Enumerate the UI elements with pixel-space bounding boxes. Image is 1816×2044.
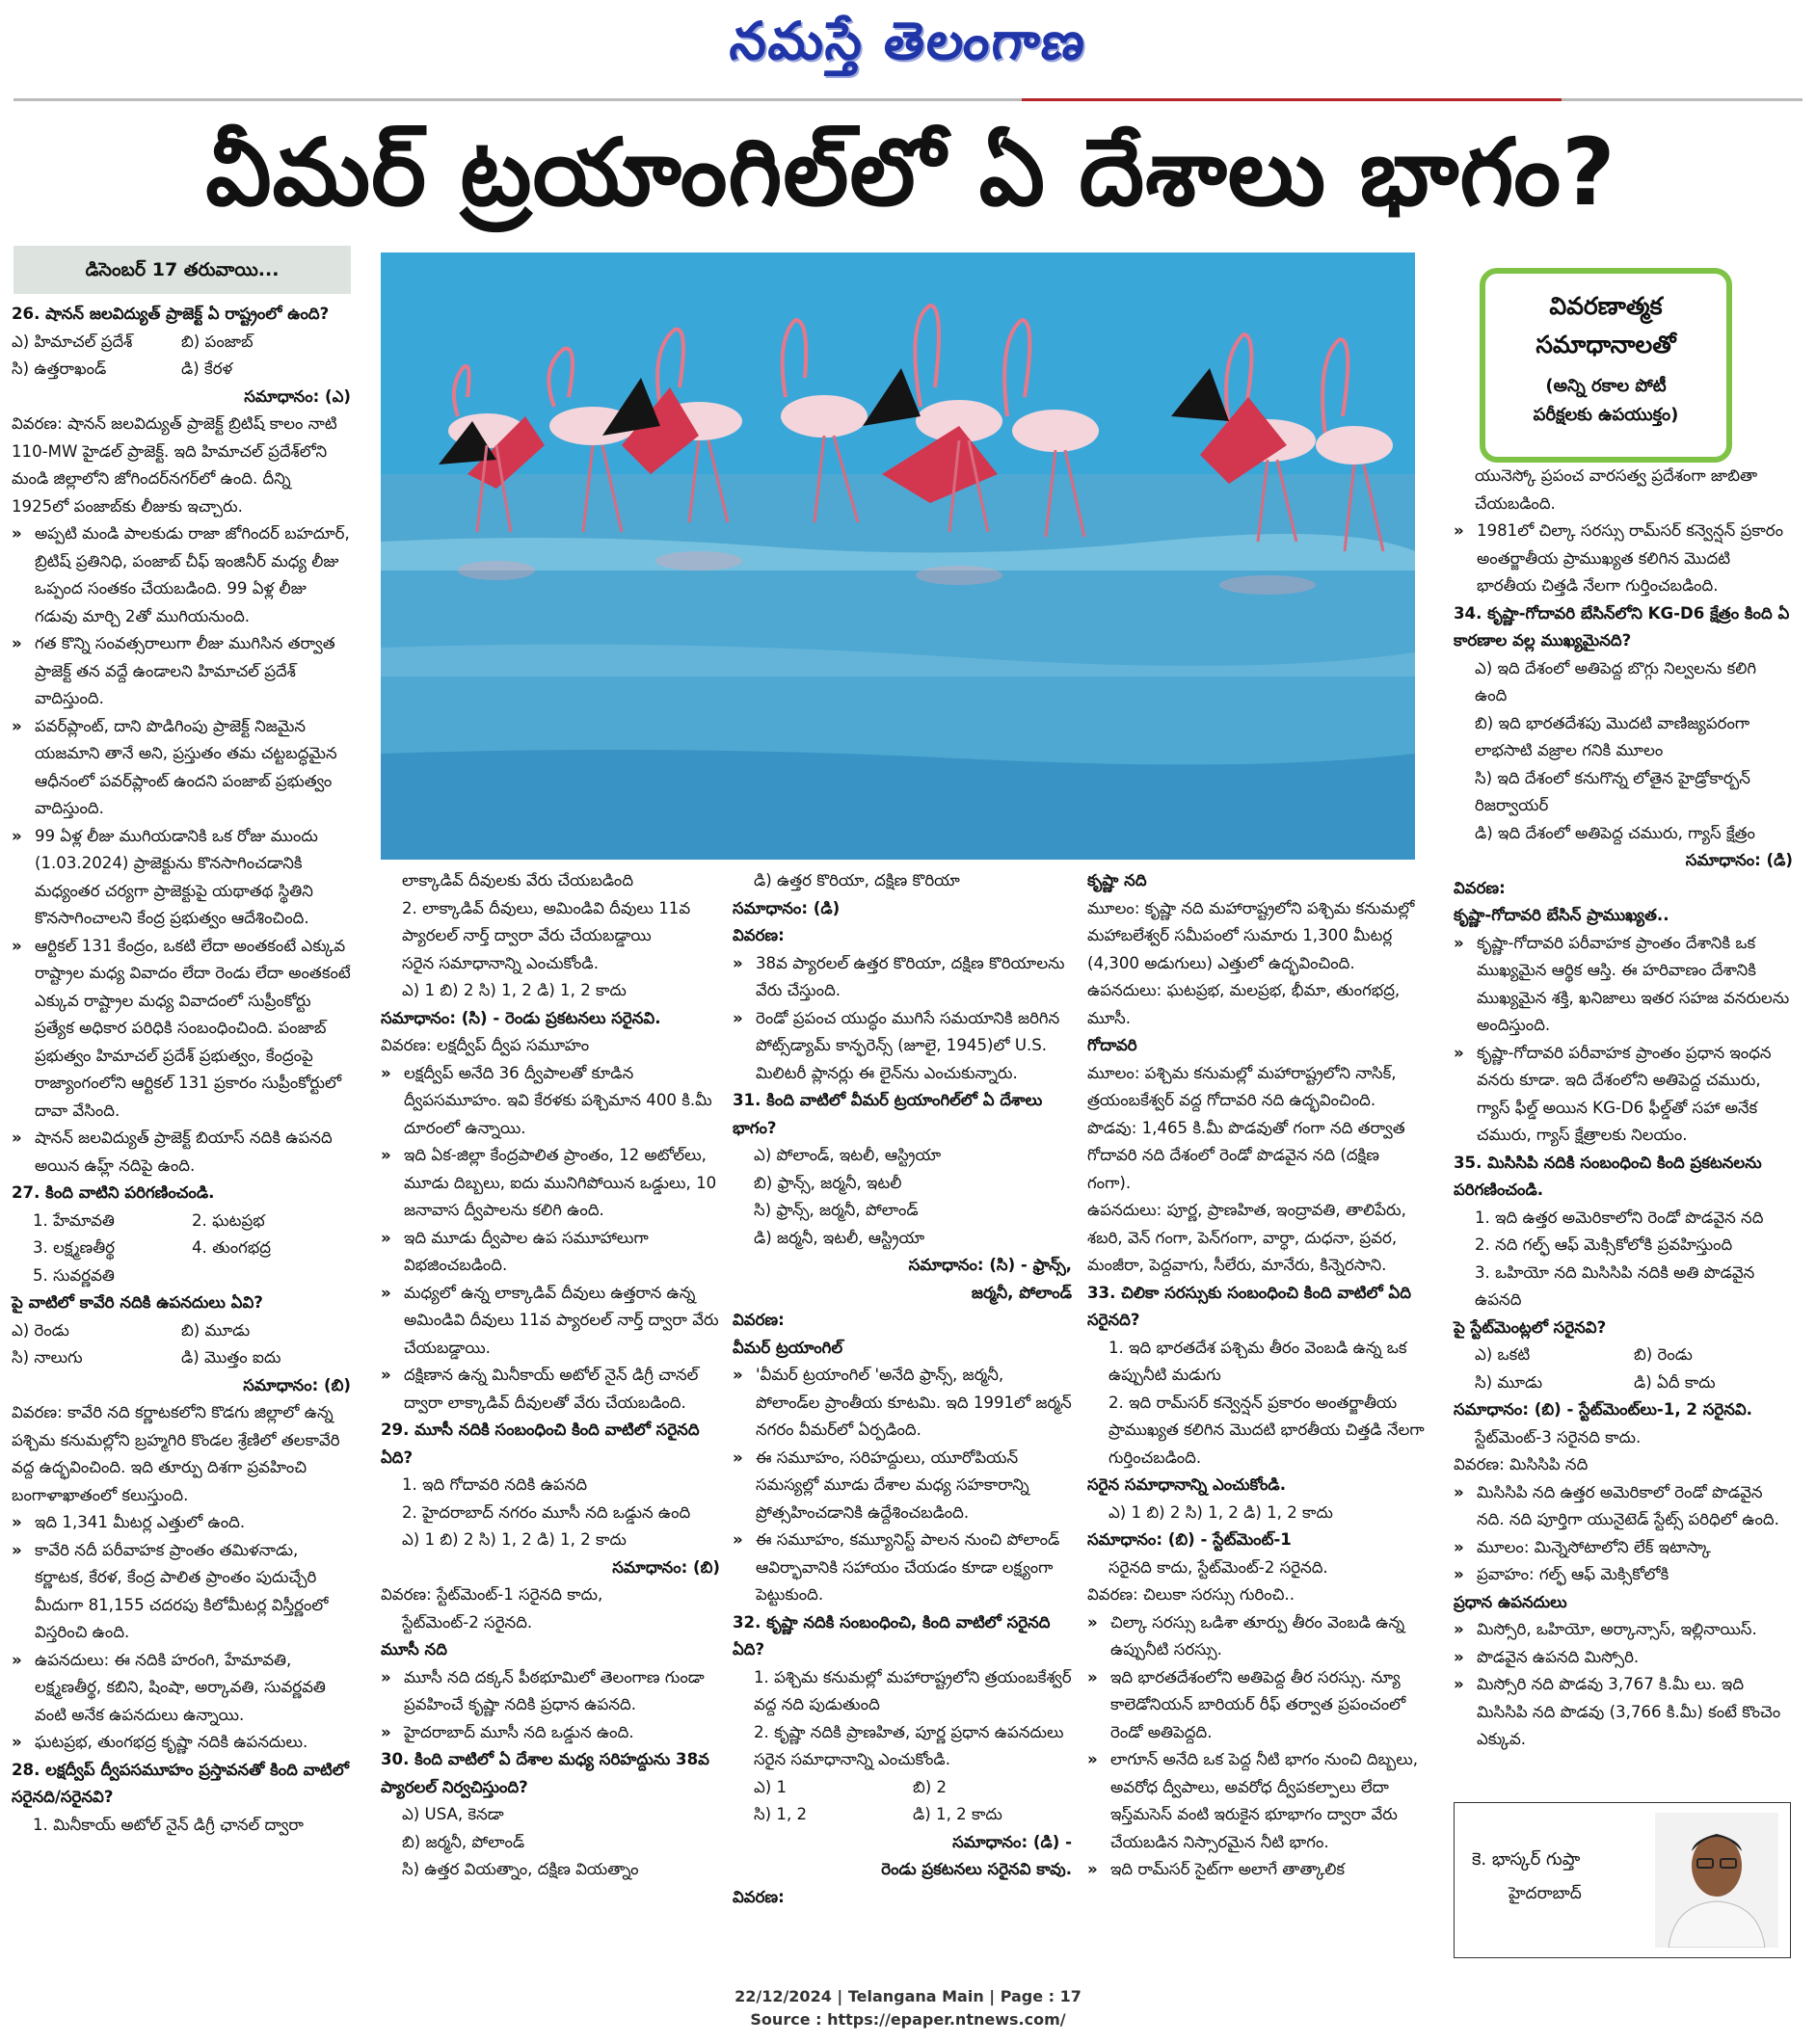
- bullet: » ఈ సమూహం, సరిహద్దులు, యూరోపియన్ సమస్యల్లో మూడు దేశాల మధ్య సహకారాన్ని ప్రోత్సహించడానికి ఉద్దేశించబడింది.: [733, 1445, 1072, 1527]
- answer-33: సమాధానం: (బి) - స్టేట్‌మెంట్-1: [1087, 1530, 1292, 1549]
- answer-26: సమాధానం: (ఎ): [244, 386, 351, 406]
- subheading: కృష్ణా నది: [1087, 871, 1147, 889]
- author-city: హైదరాబాద్: [1509, 1884, 1582, 1903]
- option: బి) జర్మనీ, పోలాండ్: [402, 1832, 525, 1851]
- statement: 1. మినీకాయ్ అటోల్ నైన్ డిగ్రీ ఛానల్ ద్వారా: [33, 1815, 304, 1834]
- column-3: [733, 867, 1072, 1911]
- option: సి) ఉత్తరాఖండ్: [12, 359, 107, 378]
- option: బి) ఇది భారతదేశపు మొదటి వాణిజ్యపరంగా లాభసాటి వజ్రాల గనికి మూలం: [1475, 713, 1750, 759]
- option: బి) ఫ్రాన్స్, జర్మనీ, ఇటలీ: [754, 1173, 902, 1192]
- question-28: 28. లక్షద్వీప్ ద్వీపసమూహం ప్రస్తావనతో కింది వాటిలో సరైనది/సరైనవి?: [12, 1760, 349, 1806]
- badge-sub-1: (అన్ని రకాల పోటీ: [1545, 376, 1667, 396]
- bullet: » దక్షిణాన ఉన్న మినీకాయ్ అటోల్ నైన్ డిగ్రీ చానల్ ద్వారా లాక్కాడివ్ దీవులతో వేరు చేయబడింది.: [381, 1362, 720, 1417]
- question-31: 31. కింది వాటిలో వీమర్ ట్రయాంగిల్‌లో ఏ దేశాలు భాగం?: [733, 1091, 1043, 1137]
- question-26: 26. షానన్ జలవిద్యుత్ ప్రాజెక్ట్ ఏ రాష్ట్రంలో ఉంది?: [12, 305, 330, 323]
- question-29: 29. మూసీ నదికి సంబంధించి కింది వాటిలో సరైనది ఏది?: [381, 1420, 700, 1467]
- option: ఎ) 1: [754, 1777, 788, 1796]
- bullet: » 38వ ప్యారలల్ ఉత్తర కొరియా, దక్షిణ కొరియాలను వేరు చేస్తుంది.: [733, 950, 1072, 1005]
- paragraph: మూలం: కృష్ణా నది మహారాష్ట్రలోని పశ్చిమ కనుమల్లో మహాబలేశ్వర్ సమీపంలో సుమారు 1,300 మీటర్ల (4,300 అడుగులు) ఎత్తులో ఉద్భవించింది.: [1087, 898, 1415, 972]
- bullet: » 1981లో చిల్కా సరస్సు రామ్‌సర్ కన్వెన్షన్ ప్రకారం అంతర్జాతీయ ప్రాముఖ్యత కలిగిన మొదటి భారతీయ చిత్తడి నేలగా గుర్తించబడింది.: [1454, 518, 1793, 600]
- option: సి) 1, 2: [754, 1805, 808, 1823]
- option: ఎ) ఒకటి: [1475, 1345, 1531, 1364]
- question-27-options: [12, 1317, 351, 1372]
- option: సి) మూడు: [1475, 1372, 1543, 1392]
- bullet: » మూలం: మిన్నెసోటాలోని లేక్ ఇటాస్కా: [1454, 1534, 1793, 1562]
- flamingo-illustration: [381, 252, 1415, 860]
- statement: 1. పశ్చిమ కనుమల్లో మహారాష్ట్రలోని త్రయంబకేశ్వర్ వద్ద నది పుడుతుంది: [754, 1667, 1072, 1713]
- paragraph: యునెస్కో ప్రపంచ వారసత్వ ప్రదేశంగా జాబితా చేయబడింది.: [1475, 466, 1758, 513]
- question-32: 32. కృష్ణా నదికి సంబంధించి, కింది వాటిలో సరైనది ఏది?: [733, 1612, 1051, 1659]
- bullet: » లాగూన్ అనేది ఒక పెద్ద నీటి భాగం నుంచి దిబ్బలు, అవరోధ ద్వీపాలు, అవరోధ ద్వీపకల్పాలు లేదా ఇస్త్‌మసెస్ వంటి ఇరుకైన భూభాగం ద్వారా వేరు చేయబడిన నిస్సారమైన నీటి భాగం.: [1087, 1746, 1427, 1856]
- explanation-34: వివరణ:: [1454, 878, 1506, 897]
- option: ఎ) రెండు: [12, 1320, 69, 1340]
- list-item: 5. సువర్ణవతి: [33, 1265, 115, 1285]
- answer-31: సమాధానం: (సి) - ఫ్రాన్స్,: [908, 1256, 1072, 1274]
- options: ఎ) 1 బి) 2 సి) 1, 2 డి) 1, 2 కాదు: [402, 1530, 627, 1549]
- footer-date-line: 22/12/2024 | Telangana Main | Page : 17: [734, 1987, 1082, 2005]
- question-34: 34. కృష్ణా-గోదావరి బేసిన్‌లోని KG-D6 క్షేత్రం కింది ఏ కారణాల వల్ల ముఖ్యమైనది?: [1454, 603, 1790, 650]
- list-item: 2. ఘటప్రభ: [192, 1210, 265, 1230]
- choose-prompt: సరైన సమాధానాన్ని ఎంచుకోండి.: [402, 953, 599, 972]
- question-35: 35. మిసిసిపి నదికి సంబంధించి కింది ప్రకటనలను పరిగణించండి.: [1454, 1153, 1762, 1199]
- bullet: » ఇది రామ్‌సర్ సైట్‌గా అలాగే తాత్కాలిక: [1087, 1856, 1427, 1884]
- bullet: » రెండో ప్రపంచ యుద్ధం ముగిసే సమయానికి జరిగిన పోట్స్‌డ్యామ్ కాన్ఫరెన్స్ (జూలై, 1945)లో U.S. మిలిటరీ ప్లానర్లు ఈ లైన్‌ను ఎంచుకున్నారు.: [733, 1005, 1072, 1088]
- solutions-badge: [1480, 268, 1732, 463]
- option: ఎ) ఇది దేశంలో అతిపెద్ద బొగ్గు నిల్వలను కలిగి ఉంది: [1475, 658, 1757, 704]
- statement: 2. కృష్ణా నదికి ప్రాణహిత, పూర్ణ ప్రధాన ఉపనదులు: [754, 1722, 1064, 1741]
- answer-34: సమాధానం: (డి): [1685, 851, 1793, 869]
- bullet: » ఇది మూడు ద్వీపాల ఉప సమూహాలుగా విభజించబడింది.: [381, 1225, 720, 1280]
- masthead-rule-accent: [1022, 98, 1562, 101]
- bullet: » అప్పటి మండి పాలకుడు రాజా జోగిందర్ బహదూర్, బ్రిటిష్ ప్రతినిధి, పంజాబ్ చీఫ్ ఇంజినీర్ మధ్య లీజు ఒప్పంద సంతకం చేయబడింది. 99 ఏళ్ల లీజు గడువు మార్చి 2తో ముగియనుంది.: [12, 520, 351, 630]
- statement: 3. ఒహియో నది మిసిసిపి నదికి అతి పొడవైన ఉపనది: [1475, 1262, 1755, 1309]
- option: సి) ఫ్రాన్స్, జర్మనీ, పోలాండ్: [754, 1201, 919, 1219]
- continued-tag: డిసెంబర్ 17 తరువాయి...: [13, 246, 351, 294]
- option: ఎ) పోలాండ్, ఇటలీ, ఆస్ట్రియా: [754, 1146, 942, 1164]
- footer: [0, 1985, 1816, 2031]
- column-1: [12, 301, 351, 1839]
- explanation-28: వివరణ: లక్షద్వీప్ ద్వీప సమూహం: [381, 1036, 590, 1054]
- paragraph: మూలం: పశ్చిమ కనుమల్లో మహారాష్ట్రలోని నాసిక్, త్రయంబకేశ్వర్ వద్ద గోదావరి నది ఉద్భవించింది.: [1087, 1063, 1397, 1109]
- author-portrait-icon: [1655, 1813, 1778, 1948]
- subheading: మూసీ నది: [381, 1640, 447, 1659]
- statement: 1. ఇది ఉత్తర అమెరికాలోని రెండో పొడవైన నది: [1475, 1208, 1764, 1227]
- question-35-options: [1454, 1341, 1793, 1396]
- flamingo-photo: [381, 252, 1415, 860]
- explanation-29-cont: స్టేట్‌మెంట్-2 సరైనది.: [402, 1612, 533, 1632]
- bullet: » షానన్ జలవిద్యుత్ ప్రాజెక్ట్ బియాస్ నదికి ఉపనది అయిన ఉహ్ల్ నదిపై ఉంది.: [12, 1125, 351, 1180]
- author-name: కె. భాస్కర్ గుప్తా: [1472, 1849, 1581, 1870]
- question-27-prompt: పై వాటిలో కావేరి నదికి ఉపనదులు ఏవి?: [12, 1293, 263, 1312]
- explanation-33: వివరణ: చిలుకా సరస్సు గురించి..: [1087, 1585, 1295, 1604]
- bullet: » ఇది భారతదేశంలోని అతిపెద్ద తీర సరస్సు. న్యూ కాలెడోనియన్ బారియర్ రీఫ్ తర్వాత ప్రపంచంలో రెండో అతిపెద్దది.: [1087, 1664, 1427, 1747]
- bullet: » చిల్కా సరస్సు ఒడిశా తూర్పు తీరం వెంబడి ఉన్న ఉప్పునీటి సరస్సు.: [1087, 1609, 1427, 1664]
- question-32-options: [733, 1774, 1072, 1829]
- paragraph: ఉపనదులు: ఘటప్రభ, మలప్రభ, భీమా, తుంగభద్ర, మూసీ.: [1087, 981, 1401, 1027]
- bullet: » కృష్ణా-గోదావరి పరీవాహక ప్రాంతం దేశానికి ఒక ముఖ్యమైన ఆర్థిక ఆస్తి. ఈ హరివాణం దేశానికి ముఖ్యమైన శక్తి, ఖనిజాలు ఇతర సహజ వనరులను అందిస్తుంది.: [1454, 930, 1793, 1040]
- explanation-31: వివరణ:: [733, 1311, 785, 1329]
- answer-33-cont: సరైనది కాదు, స్టేట్‌మెంట్-2 సరైనది.: [1108, 1557, 1328, 1577]
- question-26-options: [12, 329, 351, 384]
- footer-source-line: Source : https://epaper.ntnews.com/: [750, 2010, 1066, 2029]
- option: సి) ఇది దేశంలో కనుగొన్న లోతైన హైడ్రోకార్బన్ రిజర్వాయర్: [1475, 768, 1750, 814]
- explanation-26: వివరణ: షానన్ జలవిద్యుత్ ప్రాజెక్ట్ బ్రిటిష్ కాలం నాటి 110-MW హైడల్ ప్రాజెక్ట్. ఇది హిమాచల్ ప్రదేశ్‌లోని మండి జిల్లాలోని జోగిందర్‌నగర్‌లో ఉంది. దీన్ని 1925లో పంజాబ్‌కు లీజుకు ఇచ్చారు.: [12, 414, 337, 516]
- explanation-32: వివరణ:: [733, 1887, 785, 1906]
- subheading: ప్రధాన ఉపనదులు: [1454, 1592, 1567, 1611]
- statement: 1. ఇది భారతదేశ పశ్చిమ తీరం వెంబడి ఉన్న ఒక ఉప్పునీటి మడుగు: [1108, 1338, 1407, 1384]
- option: బి) రెండు: [1634, 1345, 1693, 1364]
- bullet: » ఆర్టికల్ 131 కేంద్రం, ఒకటి లేదా అంతకంటే ఎక్కువ రాష్ట్రాల మధ్య వివాదం లేదా రెండు లేదా అంతకంటే ఎక్కువ రాష్ట్రాల మధ్య వివాదంలో సుప్రీంకోర్టు ప్రత్యేక అధికార పరిధికి సంబంధించింది. పంజాబ్ ప్రభుత్వం హిమాచల్ ప్రదేశ్ ప్రభుత్వం, కేంద్రంపై రాజ్యాంగంలోని ఆర్టికల్ 131 ప్రకారం సుప్రీంకోర్టులో దావా వేసింది.: [12, 933, 351, 1126]
- answer-29: సమాధానం: (బి): [612, 1557, 720, 1577]
- bullet: » గత కొన్ని సంవత్సరాలుగా లీజు ముగిసిన తర్వాత ప్రాజెక్ట్ తన వద్దే ఉండాలని హిమాచల్ ప్రదేశ్ వాదిస్తుంది.: [12, 630, 351, 713]
- option: ఎ) USA, కెనడా: [402, 1805, 504, 1823]
- subheading: గోదావరి: [1087, 1036, 1137, 1054]
- badge-title-1: వివరణాత్మక: [1549, 292, 1663, 320]
- list-item: 4. తుంగభద్ర: [192, 1238, 272, 1257]
- bullet: » మిసిసిపి నది ఉత్తర అమెరికాలో రెండో పొడవైన నది. నది పూర్తిగా యునైటెడ్ స్టేట్స్ పరిధిలో ఉంది.: [1454, 1479, 1793, 1534]
- bullet: » 'వీమర్ ట్రయాంగిల్ 'అనేది ఫ్రాన్స్, జర్మనీ, పోలాండ్‌ల ప్రాంతీయ కూటమి. ఇది 1991లో జర్మన్ నగరం వీమర్‌లో ఏర్పడింది.: [733, 1362, 1072, 1445]
- options: ఎ) 1 బి) 2 సి) 1, 2 డి) 1, 2 కాదు: [402, 981, 627, 999]
- question-27: 27. కింది వాటిని పరిగణించండి.: [12, 1183, 215, 1202]
- bullet: » ఈ సమూహం, కమ్యూనిస్ట్ పాలన నుంచి పోలాండ్ ఆవిర్భావానికి సహాయం చేయడం కూడా లక్ష్యంగా పెట్టుకుంది.: [733, 1526, 1072, 1609]
- explanation-30: వివరణ:: [733, 926, 785, 944]
- question-30: 30. కింది వాటిలో ఏ దేశాల మధ్య సరిహద్దును 38వ ప్యారలల్ నిర్వచిస్తుంది?: [381, 1750, 709, 1796]
- option: బి) పంజాబ్: [181, 332, 254, 351]
- badge-title-2: సమాధానాలతో: [1536, 331, 1676, 358]
- option: డి) జర్మనీ, ఇటలీ, ఆస్ట్రియా: [754, 1228, 925, 1247]
- author-photo: [1655, 1813, 1778, 1948]
- question-33: 33. చిలికా సరస్సుకు సంబంధించి కింది వాటిలో ఏది సరైనది?: [1087, 1283, 1411, 1329]
- subheading: కృష్ణా-గోదావరి బేసిన్ ప్రాముఖ్యత..: [1454, 906, 1669, 924]
- option: బి) 2: [913, 1777, 948, 1796]
- column-2: [381, 867, 720, 1884]
- explanation-29: వివరణ: స్టేట్‌మెంట్-1 సరైనది కాదు,: [381, 1585, 603, 1604]
- bullet: » కృష్ణా-గోదావరి పరీవాహక ప్రాంతం ప్రధాన ఇంధన వనరు కూడా. ఇది దేశంలోని అతిపెద్ద చమురు, గ్యాస్ ఫీల్డ్ అయిన KG-D6 ఫీల్డ్‌తో సహా అనేక చమురు, గ్యాస్ క్షేత్రాలకు నిలయం.: [1454, 1040, 1793, 1150]
- explanation-35: వివరణ: మిసిసిపి నది: [1454, 1455, 1589, 1473]
- answer-28: సమాధానం: (సి) - రెండు ప్రకటనలు సరైనవి.: [381, 1008, 661, 1027]
- choose-prompt: సరైన సమాధానాన్ని ఎంచుకోండి.: [1087, 1475, 1287, 1494]
- answer-30: సమాధానం: (డి): [733, 898, 841, 917]
- bullet: » మిస్సోరి, ఒహియో, అర్కాన్సాస్, ఇల్లినాయిస్.: [1454, 1616, 1793, 1644]
- subheading: వీమర్ ట్రయాంగిల్: [733, 1338, 843, 1357]
- bullet: » కావేరి నదీ పరీవాహక ప్రాంతం తమిళనాడు, కర్ణాటక, కేరళ, కేంద్ర పాలిత ప్రాంతం పుదుచ్చేరి మీదుగా 81,155 చదరపు కిలోమీటర్ల విస్తీర్ణంలో విస్తరించి ఉంది.: [12, 1537, 351, 1647]
- list-item: 1. హేమావతి: [33, 1210, 115, 1230]
- statement: 2. నది గల్ఫ్ ఆఫ్ మెక్సికోలోకి ప్రవహిస్తుంది: [1475, 1235, 1733, 1254]
- option: డి) ఏదీ కాదు: [1634, 1372, 1716, 1392]
- bullet: » ఉపనదులు: ఈ నదికి హరంగి, హేమావతి, లక్ష్మణతీర్థ, కబిని, షింషా, అర్కావతి, సువర్ణవతి వంటి అనేక ఉపనదులు ఉన్నాయి.: [12, 1647, 351, 1730]
- bullet: » మిస్సోరి నది పొడవు 3,767 కి.మీ లు. ఇది మిసిసిపి నది పొడవు (3,766 కి.మీ) కంటే కొంచెం ఎక్కువ.: [1454, 1671, 1793, 1754]
- bullet: » ప్రవాహం: గల్ఫ్ ఆఫ్ మెక్సికోలోకి: [1454, 1561, 1793, 1589]
- statement: లాక్కాడివ్ దీవులకు వేరు చేయబడింది: [402, 871, 634, 889]
- question-35-prompt: పై స్టేట్‌మెంట్లలో సరైనవి?: [1454, 1317, 1607, 1337]
- answer-35: సమాధానం: (బి) - స్టేట్‌మెంట్‌లు-1, 2 సరైనవి.: [1454, 1400, 1752, 1419]
- option: డి) కేరళ: [181, 359, 233, 378]
- statement: 2. ఇది రామ్‌సర్ కన్వెన్షన్ ప్రకారం అంతర్జాతీయ ప్రాముఖ్యత కలిగిన మొదటి భారతీయ చిత్తడి నేలగా గుర్తించబడింది.: [1108, 1393, 1425, 1467]
- choose-prompt: సరైన సమాధానాన్ని ఎంచుకోండి.: [754, 1750, 950, 1768]
- paragraph: పొడవు: 1,465 కి.మీ పొడవుతో గంగా నది తర్వాత గోదావరి నది దేశంలో రెండో పొడవైన నది (దక్షిణ గంగా).: [1087, 1118, 1405, 1192]
- masthead-logo: నమస్తే తెలంగాణ: [727, 10, 1090, 71]
- statement: 1. ఇది గోదావరి నదికి ఉపనది: [402, 1475, 588, 1494]
- option: డి) ఉత్తర కొరియా, దక్షిణ కొరియా: [754, 871, 960, 889]
- bullet: » 99 ఏళ్ల లీజు ముగియడానికి ఒక రోజు ముందు (1.03.2024) ప్రాజెక్టును కొనసాగించడానికి మధ్యంతర చర్యగా ప్రాజెక్టుపై యథాతథ స్థితిని కొనసాగించాలని కేంద్ర ప్రభుత్వం ఆదేశించింది.: [12, 823, 351, 933]
- bullet: » ఘటప్రభ, తుంగభద్ర కృష్ణా నదికి ఉపనదులు.: [12, 1729, 351, 1757]
- answer-32-cont: రెండు ప్రకటనలు సరైనవి కావు.: [881, 1860, 1072, 1878]
- bullet: » ఇది ఏక-జిల్లా కేంద్రపాలిత ప్రాంతం, 12 అటోల్‌లు, మూడు దిబ్బలు, ఐదు మునిగిపోయిన ఒడ్డులు, 10 జనావాస ద్వీపాలను కలిగి ఉంది.: [381, 1142, 720, 1225]
- answer-32: సమాధానం: (డి) -: [952, 1832, 1072, 1851]
- bullet: » లక్షద్వీప్ అనేది 36 ద్వీపాలతో కూడిన ద్వీపసమూహం. ఇవి కేరళకు పశ్చిమాన 400 కి.మీ దూరంలో ఉన్నాయి.: [381, 1060, 720, 1143]
- option: ఎ) హిమాచల్ ప్రదేశ్: [12, 332, 133, 351]
- question-27-list: [12, 1208, 351, 1290]
- option: డి) ఇది దేశంలో అతిపెద్ద చమురు, గ్యాస్ క్షేత్రం: [1475, 823, 1755, 842]
- option: డి) మొత్తం ఐదు: [181, 1348, 281, 1367]
- statement: 2. హైదరాబాద్ నగరం మూసీ నది ఒడ్డున ఉంది: [402, 1502, 691, 1522]
- option: సి) నాలుగు: [12, 1348, 83, 1367]
- options: ఎ) 1 బి) 2 సి) 1, 2 డి) 1, 2 కాదు: [1108, 1502, 1333, 1522]
- headline: వీమర్ ట్రయాంగిల్‌లో ఏ దేశాలు భాగం?: [205, 119, 1616, 226]
- option: డి) 1, 2 కాదు: [913, 1805, 1002, 1823]
- explanation-27: వివరణ: కావేరి నది కర్ణాటకలోని కొడగు జిల్లాలో ఉన్న పశ్చిమ కనుమల్లోని బ్రహ్మగిరి కొండల శ్రేణిలో తలకావేరి వద్ద ఉద్భవించింది. ఇది తూర్పు దిశగా ప్రవహించి బంగాళాఖాతంలో కలుస్తుంది.: [12, 1403, 340, 1504]
- list-item: 3. లక్ష్మణతీర్థ: [33, 1238, 116, 1257]
- bullet: » హైదరాబాద్ మూసీ నది ఒడ్డున ఉంది.: [381, 1719, 720, 1747]
- answer-27: సమాధానం: (బి): [243, 1375, 351, 1394]
- column-5: [1454, 463, 1793, 1754]
- answer-35-cont: స్టేట్‌మెంట్-3 సరైనది కాదు.: [1475, 1427, 1642, 1447]
- option: బి) మూడు: [181, 1320, 251, 1340]
- statement: 2. లాక్కాడివ్ దీవులు, అమిండివి దీవులు 11వ ప్యారలల్ నార్త్ ద్వారా వేరు చేయబడ్డాయి: [402, 898, 691, 944]
- bullet: » పవర్‌ప్లాంట్, దాని పొడిగింపు ప్రాజెక్ట్ నిజమైన యజమాని తానే అని, ప్రస్తుతం తమ చట్టబద్ధమైన ఆధీనంలో పవర్‌ప్లాంట్ ఉందని పంజాబ్ ప్రభుత్వం వాదిస్తుంది.: [12, 713, 351, 823]
- bullet: » ఇది 1,341 మీటర్ల ఎత్తులో ఉంది.: [12, 1509, 351, 1537]
- bullet: » మూసీ నది దక్కన్ పీఠభూమిలో తెలంగాణ గుండా ప్రవహించే కృష్ణా నదికి ప్రధాన ఉపనది.: [381, 1664, 720, 1719]
- answer-31-cont: జర్మనీ, పోలాండ్: [971, 1283, 1072, 1302]
- bullet: » మధ్యలో ఉన్న లాక్కాడివ్ దీవులు ఉత్తరాన ఉన్న అమిండివి దీవులు 11వ ప్యారలల్ నార్త్ ద్వారా వేరు చేయబడ్డాయి.: [381, 1280, 720, 1363]
- badge-sub-2: పరీక్షలకు ఉపయుక్తం): [1533, 405, 1679, 425]
- option: సి) ఉత్తర వియత్నాం, దక్షిణ వియత్నాం: [402, 1860, 639, 1878]
- masthead: [0, 10, 1816, 87]
- author-box: [1454, 1802, 1791, 1958]
- paragraph: ఉపనదులు: పూర్ణ, ప్రాణహిత, ఇంద్రావతి, తాలిపేరు, శబరి, వెన్ గంగా, పెన్‌గంగా, వార్ధా, దుధనా, ప్రవర, మంజీరా, పెద్దవాగు, సీలేరు, మానేరు, కిన్నెరసాని.: [1087, 1201, 1406, 1274]
- bullet: » పొడవైన ఉపనది మిస్సోరి.: [1454, 1644, 1793, 1672]
- column-4: [1087, 867, 1427, 1884]
